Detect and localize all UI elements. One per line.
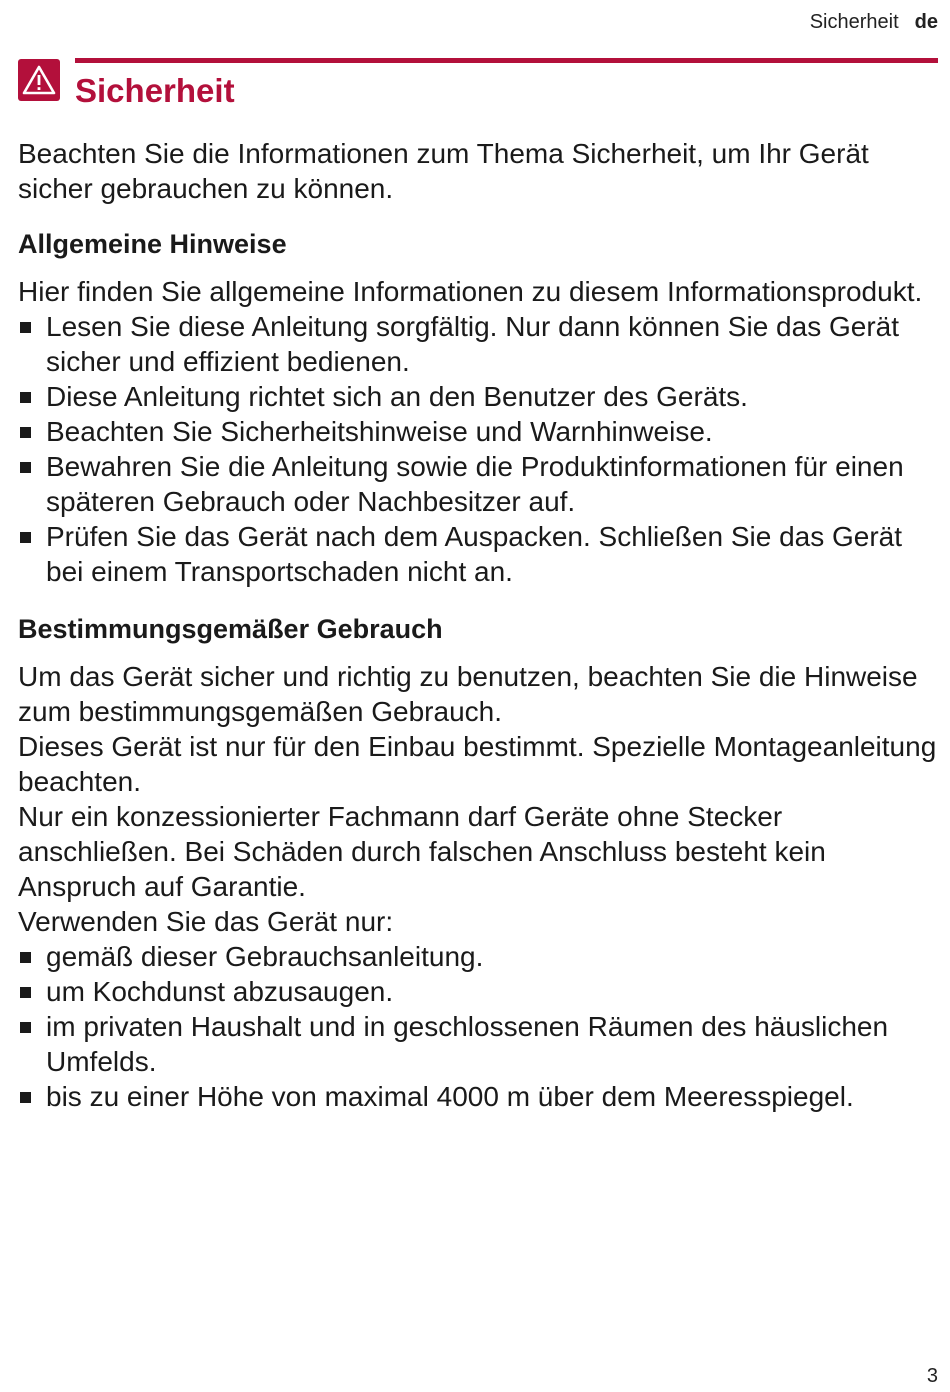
bullet-square-icon [20, 952, 31, 963]
page-content [18, 136, 940, 1114]
running-header-section: Sicherheit [809, 11, 899, 33]
bullet-square-icon [20, 322, 31, 333]
bullet-square-icon [20, 462, 31, 473]
bullet-square-icon [20, 392, 31, 403]
running-header [810, 10, 938, 34]
page-number: 3 [926, 1365, 938, 1387]
list-item: bis zu einer Höhe von maximal 4000 m über dem Meeresspiegel. [18, 1079, 940, 1114]
list-item: Diese Anleitung richtet sich an den Benutzer des Geräts. [18, 379, 940, 414]
list-item: Beachten Sie Sicherheitshinweise und Warnhinweise. [18, 414, 940, 449]
list-item: um Kochdunst abzusaugen. [18, 974, 940, 1009]
bullet-square-icon [20, 987, 31, 998]
intended-use-paragraph: Nur ein konzessionierter Fachmann darf Geräte ohne Stecker anschließen. Bei Schäden durch falschen Anschluss besteht kein Anspruch auf Garantie. [18, 801, 826, 902]
intended-use-paragraph: Verwenden Sie das Gerät nur: [18, 906, 394, 937]
list-item: im privaten Haushalt und in geschlossenen Räumen des häuslichen Umfelds. [18, 1009, 940, 1079]
bullet-square-icon [20, 427, 31, 438]
intended-use-heading: Bestimmungsgemäßer Gebrauch [18, 614, 443, 644]
intended-use-list [18, 939, 940, 1114]
list-item: Lesen Sie diese Anleitung sorgfältig. Nur dann können Sie das Gerät sicher und effizient bedienen. [18, 309, 940, 379]
intended-use-paragraph: Um das Gerät sicher und richtig zu benutzen, beachten Sie die Hinweise zum bestimmungsgemäßen Gebrauch. [18, 661, 918, 727]
bullet-square-icon [20, 1092, 31, 1103]
section-rule [75, 58, 938, 63]
intended-use-paragraph: Dieses Gerät ist nur für den Einbau bestimmt. Spezielle Montageanleitung beachten. [18, 731, 937, 797]
list-item: gemäß dieser Gebrauchsanleitung. [18, 939, 940, 974]
section-title: Sicherheit [75, 72, 235, 109]
general-notes-text: Hier finden Sie allgemeine Informationen zu diesem Informationsprodukt. [18, 276, 923, 307]
language-code: de [914, 11, 938, 33]
warning-triangle-icon [18, 59, 60, 101]
bullet-square-icon [20, 1022, 31, 1033]
bullet-square-icon [20, 532, 31, 543]
general-notes-heading: Allgemeine Hinweise [18, 229, 287, 259]
list-item: Prüfen Sie das Gerät nach dem Auspacken. Schließen Sie das Gerät bei einem Transportschaden nicht an. [18, 519, 940, 589]
list-item: Bewahren Sie die Anleitung sowie die Produktinformationen für einen späteren Gebrauch oder Nachbesitzer auf. [18, 449, 940, 519]
general-notes-list [18, 309, 940, 589]
intro-paragraph: Beachten Sie die Informationen zum Thema Sicherheit, um Ihr Gerät sicher gebrauchen zu können. [18, 138, 869, 204]
